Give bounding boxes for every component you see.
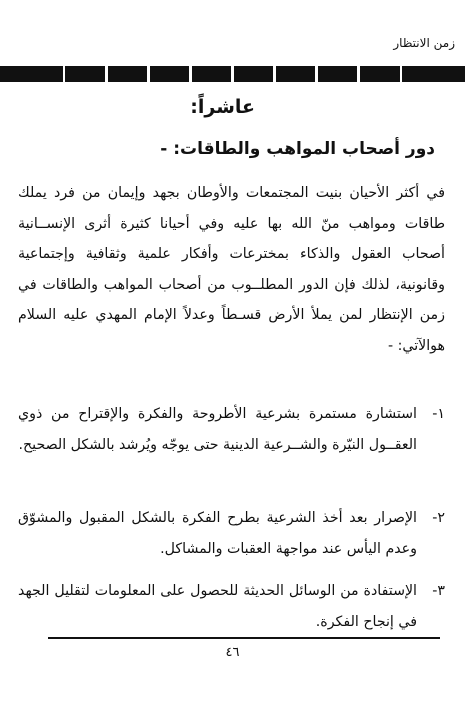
list-item-number: ٢-	[432, 510, 445, 526]
section-subtitle: دور أصحاب المواهب والطاقات: -	[160, 139, 435, 159]
header-bar-segment	[318, 66, 357, 82]
header-bar-segment	[276, 66, 315, 82]
footer-divider	[48, 637, 440, 639]
list-item-text: استشارة مستمرة بشرعية الأطروحة والفكرة والإقتراح من ذوي العقــول النيّرة والشــرعية الدينية حتى يوجّه ويُرشد بالشكل الصحيح.	[18, 406, 417, 453]
page-number: ٤٦	[225, 645, 240, 660]
header-bar-segment	[360, 66, 399, 82]
list-item-number: ٣-	[432, 583, 445, 599]
list-item	[18, 503, 445, 564]
header-bar-segment	[192, 66, 231, 82]
header-bar-segment	[65, 66, 104, 82]
header-bar-segment	[234, 66, 273, 82]
header-bar-segment	[402, 66, 465, 82]
header-bar-segment	[150, 66, 189, 82]
header-bar-segment	[108, 66, 147, 82]
list-item	[18, 399, 445, 460]
header-decorative-bar	[0, 66, 465, 82]
list-item	[18, 576, 445, 637]
running-head-title: زمن الانتظار	[393, 36, 455, 50]
list-item-number: ١-	[432, 406, 445, 422]
list-item-text: الإصرار بعد أخذ الشرعية بطرح الفكرة بالشكل المقبول والمشوّق وعدم اليأس عند مواجهة العقبات والمشاكل.	[18, 510, 417, 557]
list-item-text: الإستفادة من الوسائل الحديثة للحصول على المعلومات لتقليل الجهد في إنجاح الفكرة.	[18, 583, 417, 630]
section-title: عاشراً:	[190, 96, 255, 118]
header-bar-segment	[0, 66, 63, 82]
body-paragraph: في أكثر الأحيان بنيت المجتمعات والأوطان بجهد وإيمان من فرد يملك طاقات ومواهب منّ الله بها عليه وفي أحيانا كثيرة أثرى الإنســانية أصحاب العقول والذكاء بمخترعات وأفكار علمية وثقافية وإجتماعية وقانونية، لذلك فإن الدور المطلــوب من أصحاب المواهب والطاقات في زمن الإنتظار لمن يملأ الأرض قسـطاً وعدلاً الإمام المهدي عليه السلام هوالآتي: -	[18, 185, 445, 354]
